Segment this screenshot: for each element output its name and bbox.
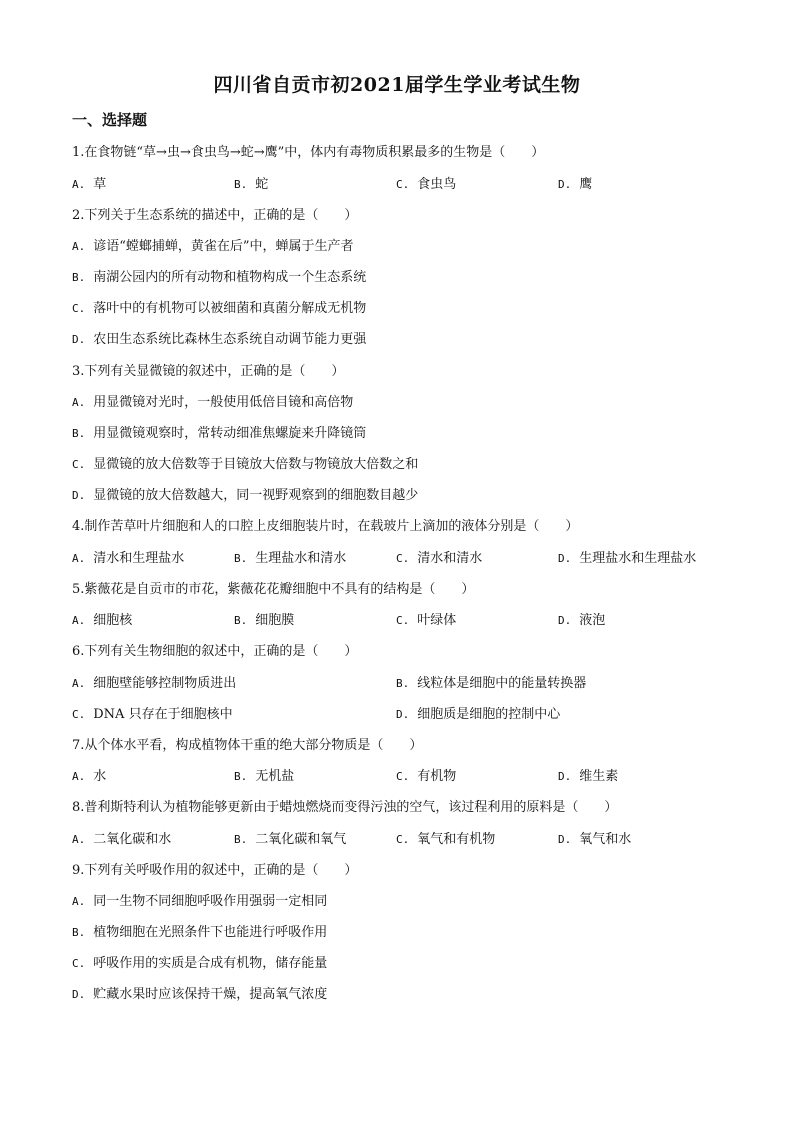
question-3-option-d [72, 484, 418, 503]
option-letter: B. [234, 614, 248, 627]
option-letter: A. [72, 240, 86, 253]
option-text: 贮藏水果时应该保持干燥，提高氧气浓度 [93, 987, 328, 1002]
question-3-stem: 3.下列有关显微镜的叙述中，正确的是（ ） [72, 364, 345, 379]
question-9-stem: 9.下列有关呼吸作用的叙述中，正确的是（ ） [72, 863, 358, 878]
option-letter: D. [72, 489, 86, 502]
question-6-option-d [396, 703, 560, 722]
option-letter: D. [72, 333, 86, 346]
option-text: 显微镜的放大倍数越大，同一视野观察到的细胞数目越少 [93, 488, 419, 503]
option-text: 二氧化碳和氧气 [255, 832, 347, 847]
option-letter: C. [396, 614, 410, 627]
section-heading: 一、选择题 [72, 111, 148, 129]
question-5-stem: 5.紫薇花是自贡市的市花，紫薇花花瓣细胞中不具有的结构是（ ） [72, 582, 475, 597]
question-6-stem: 6.下列有关生物细胞的叙述中，正确的是（ ） [72, 644, 358, 659]
option-text: 清水和生理盐水 [93, 551, 185, 566]
option-text: 液泡 [579, 613, 606, 628]
option-text: 无机盐 [255, 769, 295, 784]
option-text: 鹰 [579, 177, 593, 192]
question-4-option-b [234, 547, 346, 566]
question-6-option-c [72, 703, 233, 722]
question-8-stem: 8.普利斯特利认为植物能够更新由于蜡烛燃烧而变得污浊的空气，该过程利用的原料是（ ） [72, 800, 618, 815]
question-8-option-b [234, 828, 346, 847]
option-letter: C. [72, 708, 86, 721]
option-text: 蛇 [255, 177, 269, 192]
option-letter: D. [72, 988, 86, 1001]
option-letter: C. [396, 833, 410, 846]
option-letter: D. [558, 552, 572, 565]
option-letter: A. [72, 396, 86, 409]
option-letter: A. [72, 833, 86, 846]
option-letter: B. [234, 552, 248, 565]
option-letter: A. [72, 614, 86, 627]
option-letter: D. [558, 770, 572, 783]
option-letter: C. [396, 770, 410, 783]
option-letter: A. [72, 895, 86, 908]
option-letter: A. [72, 770, 86, 783]
question-4-option-c [396, 547, 482, 566]
option-text: 草 [93, 177, 107, 192]
option-text: 用显微镜观察时，常转动细准焦螺旋来升降镜筒 [93, 426, 367, 441]
option-letter: B. [72, 427, 86, 440]
option-letter: B. [396, 677, 410, 690]
question-7-option-b [234, 765, 294, 784]
option-letter: B. [72, 271, 86, 284]
question-6-option-a [72, 672, 236, 691]
question-7-option-d [558, 765, 618, 784]
option-text: 有机物 [417, 769, 457, 784]
option-letter: D. [558, 178, 572, 191]
question-8-option-a [72, 828, 171, 847]
option-text: 生理盐水和生理盐水 [579, 551, 697, 566]
question-3-option-b [72, 422, 366, 441]
question-9-option-a [72, 890, 327, 909]
question-9-option-d [72, 983, 327, 1002]
option-text: 叶绿体 [417, 613, 457, 628]
option-letter: C. [396, 178, 410, 191]
option-text: 细胞质是细胞的控制中心 [417, 707, 561, 722]
option-letter: C. [396, 552, 410, 565]
option-text: 用显微镜对光时，一般使用低倍目镜和高倍物 [93, 395, 354, 410]
question-1-option-b [234, 173, 268, 192]
option-text: 线粒体是细胞中的能量转换器 [417, 676, 587, 691]
option-text: 显微镜的放大倍数等于目镜放大倍数与物镜放大倍数之和 [93, 457, 419, 472]
question-4-stem: 4.制作苦草叶片细胞和人的口腔上皮细胞装片时，在载玻片上滴加的液体分别是（ ） [72, 519, 579, 534]
option-letter: A. [72, 677, 86, 690]
question-1-option-d [558, 173, 592, 192]
option-text: 生理盐水和清水 [255, 551, 347, 566]
question-1-stem: 1.在食物链“草→虫→食虫鸟→蛇→鹰”中，体内有毒物质积累最多的生物是（ ） [72, 145, 545, 160]
option-letter: D. [558, 614, 572, 627]
option-letter: D. [396, 708, 410, 721]
question-3-option-c [72, 453, 418, 472]
option-letter: D. [558, 833, 572, 846]
option-letter: C. [72, 302, 86, 315]
option-letter: C. [72, 957, 86, 970]
question-2-option-a [72, 235, 354, 254]
question-9-option-c [72, 952, 327, 971]
question-3-option-a [72, 391, 353, 410]
option-text: 呼吸作用的实质是合成有机物，储存能量 [93, 956, 328, 971]
question-1-option-a [72, 173, 106, 192]
question-7-stem: 7.从个体水平看，构成植物体干重的绝大部分物质是（ ） [72, 738, 423, 753]
option-text: 落叶中的有机物可以被细菌和真菌分解成无机物 [93, 301, 367, 316]
option-text: 农田生态系统比森林生态系统自动调节能力更强 [93, 332, 367, 347]
question-4-option-a [72, 547, 184, 566]
question-9-option-b [72, 921, 327, 940]
option-letter: A. [72, 178, 86, 191]
option-text: 植物细胞在光照条件下也能进行呼吸作用 [93, 925, 328, 940]
question-5-option-a [72, 609, 132, 628]
option-letter: C. [72, 458, 86, 471]
option-letter: B. [234, 178, 248, 191]
question-4-option-d [558, 547, 696, 566]
option-text: 水 [93, 769, 107, 784]
option-text: 南湖公园内的所有动物和植物构成一个生态系统 [93, 270, 367, 285]
option-text: 同一生物不同细胞呼吸作用强弱一定相同 [93, 894, 328, 909]
question-2-option-b [72, 266, 366, 285]
option-text: 氧气和水 [579, 832, 632, 847]
option-text: 细胞核 [93, 613, 133, 628]
option-letter: B. [234, 770, 248, 783]
option-text: 谚语“螳螂捕蝉，黄雀在后”中，蝉属于生产者 [93, 239, 354, 254]
question-5-option-c [396, 609, 456, 628]
question-1-option-c [396, 173, 456, 192]
question-2-stem: 2.下列关于生态系统的描述中，正确的是（ ） [72, 208, 358, 223]
option-text: DNA 只存在于细胞核中 [93, 707, 233, 722]
option-letter: A. [72, 552, 86, 565]
question-5-option-b [234, 609, 294, 628]
question-7-option-c [396, 765, 456, 784]
page-title: 四川省自贡市初2021届学生学业考试生物 [213, 74, 581, 96]
option-letter: B. [234, 833, 248, 846]
question-8-option-d [558, 828, 631, 847]
question-6-option-b [396, 672, 586, 691]
option-text: 维生素 [579, 769, 619, 784]
option-text: 细胞膜 [255, 613, 295, 628]
question-2-option-c [72, 297, 366, 316]
option-text: 细胞壁能够控制物质进出 [93, 676, 237, 691]
option-text: 氧气和有机物 [417, 832, 496, 847]
question-5-option-d [558, 609, 605, 628]
option-text: 食虫鸟 [417, 177, 457, 192]
question-2-option-d [72, 328, 366, 347]
question-7-option-a [72, 765, 106, 784]
option-text: 二氧化碳和水 [93, 832, 172, 847]
option-letter: B. [72, 926, 86, 939]
option-text: 清水和清水 [417, 551, 483, 566]
question-8-option-c [396, 828, 495, 847]
